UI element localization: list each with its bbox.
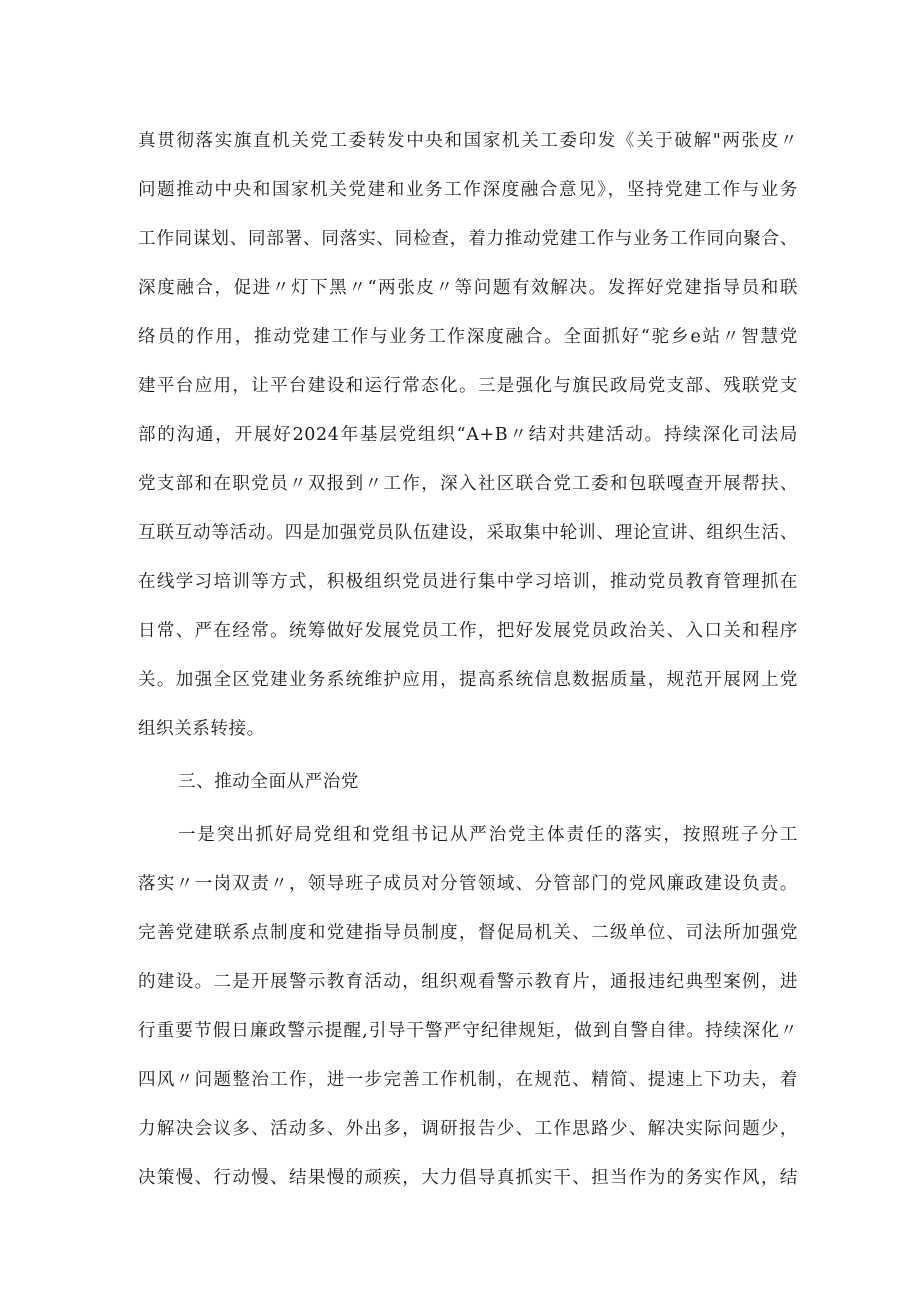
paragraph-line: 在线学习培训等方式，积极组织党员进行集中学习培训，推动党员教育管理抓在: [138, 572, 798, 592]
paragraph-line: 一是突出抓好局党组和党组书记从严治党主体责任的落实，按照班子分工: [178, 825, 798, 845]
paragraph-line: 互联互动等活动。四是加强党员队伍建设，采取集中轮训、理论宣讲、组织生活、: [138, 523, 798, 543]
paragraph-line: 落实〃一岗双责〃，领导班子成员对分管领域、分管部门的党风廉政建设负责。: [138, 874, 798, 894]
paragraph-line: 四风〃问题整治工作，进一步完善工作机制，在规范、精简、提速上下功夫，着: [138, 1070, 798, 1090]
paragraph-line: 完善党建联系点制度和党建指导员制度，督促局机关、二级单位、司法所加强党: [138, 923, 798, 943]
paragraph-line: 建平台应用，让平台建设和运行常态化。三是强化与旗民政局党支部、残联党支: [138, 376, 798, 396]
paragraph-line: 部的沟通，开展好2024年基层党组织“A+B〃结对共建活动。持续深化司法局: [138, 425, 798, 445]
paragraph-line: 络员的作用，推动党建工作与业务工作深度融合。全面抓好“驼乡e站〃智慧党: [138, 327, 798, 347]
paragraph-line: 力解决会议多、活动多、外出多，调研报告少、工作思路少、解决实际问题少，: [138, 1119, 798, 1139]
paragraph-line: 工作同谋划、同部署、同落实、同检查，着力推动党建工作与业务工作同向聚合、: [138, 229, 798, 249]
section-heading: 三、推动全面从严治党: [178, 772, 359, 792]
paragraph-line: 行重要节假日廉政警示提醒,引导干警严守纪律规矩，做到自警自律。持续深化〃: [138, 1021, 798, 1041]
paragraph-line: 党支部和在职党员〃双报到〃工作，深入社区联合党工委和包联嘎查开展帮扶、: [138, 474, 798, 494]
paragraph-line: 日常、严在经常。统筹做好发展党员工作，把好发展党员政治关、入口关和程序: [138, 621, 798, 641]
paragraph-line: 深度融合，促进〃灯下黑〃“两张皮〃等问题有效解决。发挥好党建指导员和联: [138, 278, 798, 298]
paragraph-line: 决策慢、行动慢、结果慢的顽疾，大力倡导真抓实干、担当作为的务实作风，结: [138, 1168, 798, 1188]
paragraph-line: 的建设。二是开展警示教育活动，组织观看警示教育片，通报违纪典型案例，进: [138, 972, 798, 992]
paragraph-line: 关。加强全区党建业务系统维护应用，提高系统信息数据质量，规范开展网上党: [138, 670, 798, 690]
paragraph-line: 问题推动中央和国家机关党建和业务工作深度融合意见》，坚持党建工作与业务: [138, 180, 798, 200]
paragraph-line: 真贯彻落实旗直机关党工委转发中央和国家机关工委印发《关于破解"两张皮〃: [138, 131, 798, 151]
paragraph-line: 组织关系转接。: [138, 719, 265, 739]
